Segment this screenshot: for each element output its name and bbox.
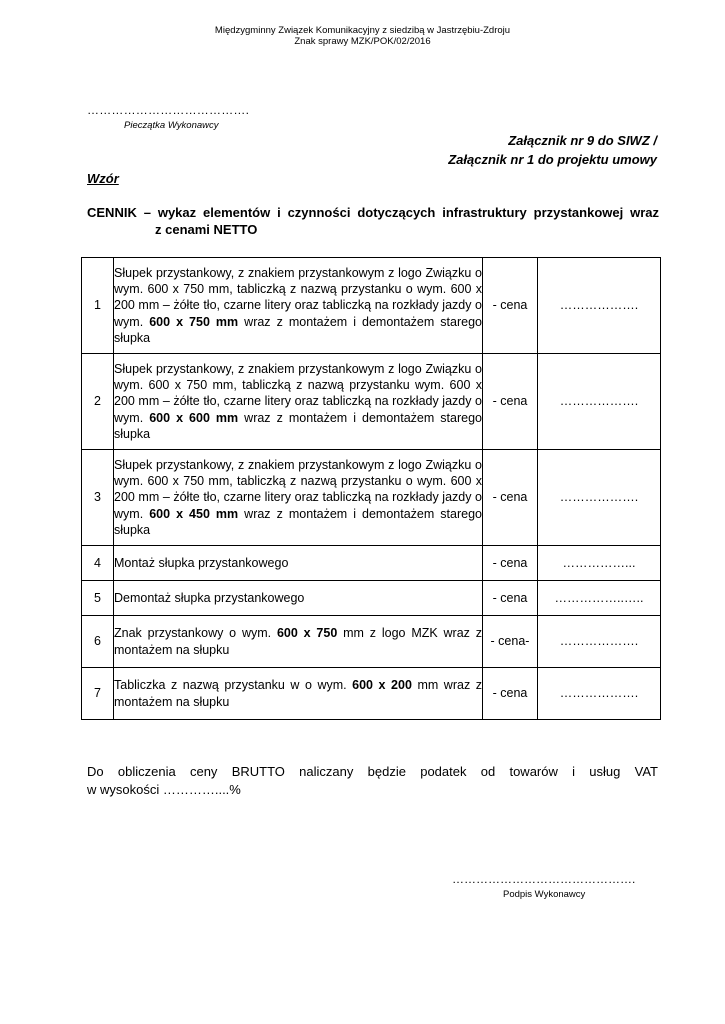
row-description [114,668,483,720]
row-description [114,258,483,354]
row-dimension: 600 x 600 mm [149,410,239,425]
table-row [82,354,661,450]
row-price-label: - cena [483,450,538,546]
row-price-field: ………………. [538,354,661,450]
row-price-label: - cena- [483,616,538,668]
row-number: 2 [82,354,114,450]
template-label: Wzór [87,171,119,186]
row-description-tail: wraz z montażem i demontażem starego słupka [114,410,482,441]
table-row [82,450,661,546]
row-description-text: Znak przystankowy o wym. [114,626,277,641]
row-description-text: Słupek przystankowy, z znakiem przystankowym z logo Związku o wym. 600 x 750 mm, tabliczką z nazwą przystanku wym. 600 x 200 mm – żółte tło, czarne litery oraz tabliczką na rozkłady jazdy o wym. [114,361,482,425]
row-price-label: - cena [483,258,538,354]
row-number: 3 [82,450,114,546]
row-number: 1 [82,258,114,354]
table-row [82,258,661,354]
row-description-text: Słupek przystankowy, z znakiem przystankowym z logo Związku o wym. 600 x 750 mm, tabliczką z nazwą przystanku o wym. 600 x 200 mm – żółte tło, czarne litery oraz tabliczką na rozkłady jazdy o wym. [114,457,482,521]
row-price-label: - cena [483,354,538,450]
row-description [114,581,483,616]
table-row [82,616,661,668]
row-dimension: 600 x 750 [276,626,338,641]
table-row [82,668,661,720]
row-description [114,450,483,546]
row-description-text: Tabliczka z nazwą przystanku w o wym. [114,678,353,693]
table-row [82,581,661,616]
vat-note-line-2: w wysokości …………....% [87,782,241,797]
row-price-label: - cena [483,581,538,616]
row-price-field: ………………. [538,450,661,546]
row-price-field: ……………..….. [538,581,661,616]
signature-label: Podpis Wykonawcy [503,889,586,900]
row-description-tail: wraz z montażem i demontażem starego słupka [114,506,482,537]
row-dimension: 600 x 750 mm [149,314,239,329]
price-table [81,257,661,720]
row-price-label: - cena [483,546,538,581]
row-description-tail: mm z logo MZK wraz z montażem na słupku [114,626,483,657]
row-price-field: ……………... [538,546,661,581]
row-description-text: Montaż słupka przystankowego [114,555,289,570]
row-dimension: 600 x 450 mm [149,506,239,521]
row-description-text: Słupek przystankowy, z znakiem przystankowym z logo Związku o wym. 600 x 750 mm, tabliczką z nazwą przystanku o wym. 600 x 200 mm – żółte tło, czarne litery oraz tabliczką na rozkłady jazdy o wym. [114,265,482,329]
row-number: 6 [82,616,114,668]
row-price-field: ………………. [538,258,661,354]
attachment-line-2: Załącznik nr 1 do projektu umowy [448,152,657,167]
row-number: 5 [82,581,114,616]
row-dimension: 600 x 200 [352,678,412,693]
row-description [114,354,483,450]
vat-note-line-1: Do obliczenia ceny BRUTTO naliczany będzie podatek od towarów i usług VAT [87,764,658,779]
row-price-field: ………………. [538,668,661,720]
header-line-1: Międzygminny Związek Komunikacyjny z siedzibą w Jastrzębiu-Zdroju [214,25,511,36]
table-row [82,546,661,581]
row-description-tail: wraz z montażem i demontażem starego słupka [114,314,482,345]
row-price-label: - cena [483,668,538,720]
signature-dots: ………………………………………. [452,872,636,886]
row-number: 7 [82,668,114,720]
row-description [114,546,483,581]
row-description [114,616,483,668]
document-title-line-1: CENNIK – wykaz elementów i czynności dotyczących infrastruktury przystankowej wraz [87,205,659,220]
row-number: 4 [82,546,114,581]
stamp-label: Pieczątka Wykonawcy [124,120,219,131]
stamp-dots: …………………………………. [87,103,250,117]
document-title-line-2: z cenami NETTO [155,222,258,237]
attachment-line-1: Załącznik nr 9 do SIWZ / [508,133,657,148]
header-line-2: Znak sprawy MZK/POK/02/2016 [294,36,431,47]
row-price-field: ………………. [538,616,661,668]
row-description-text: Demontaż słupka przystankowego [114,590,305,605]
row-description-tail: mm wraz z montażem na słupku [114,678,482,709]
